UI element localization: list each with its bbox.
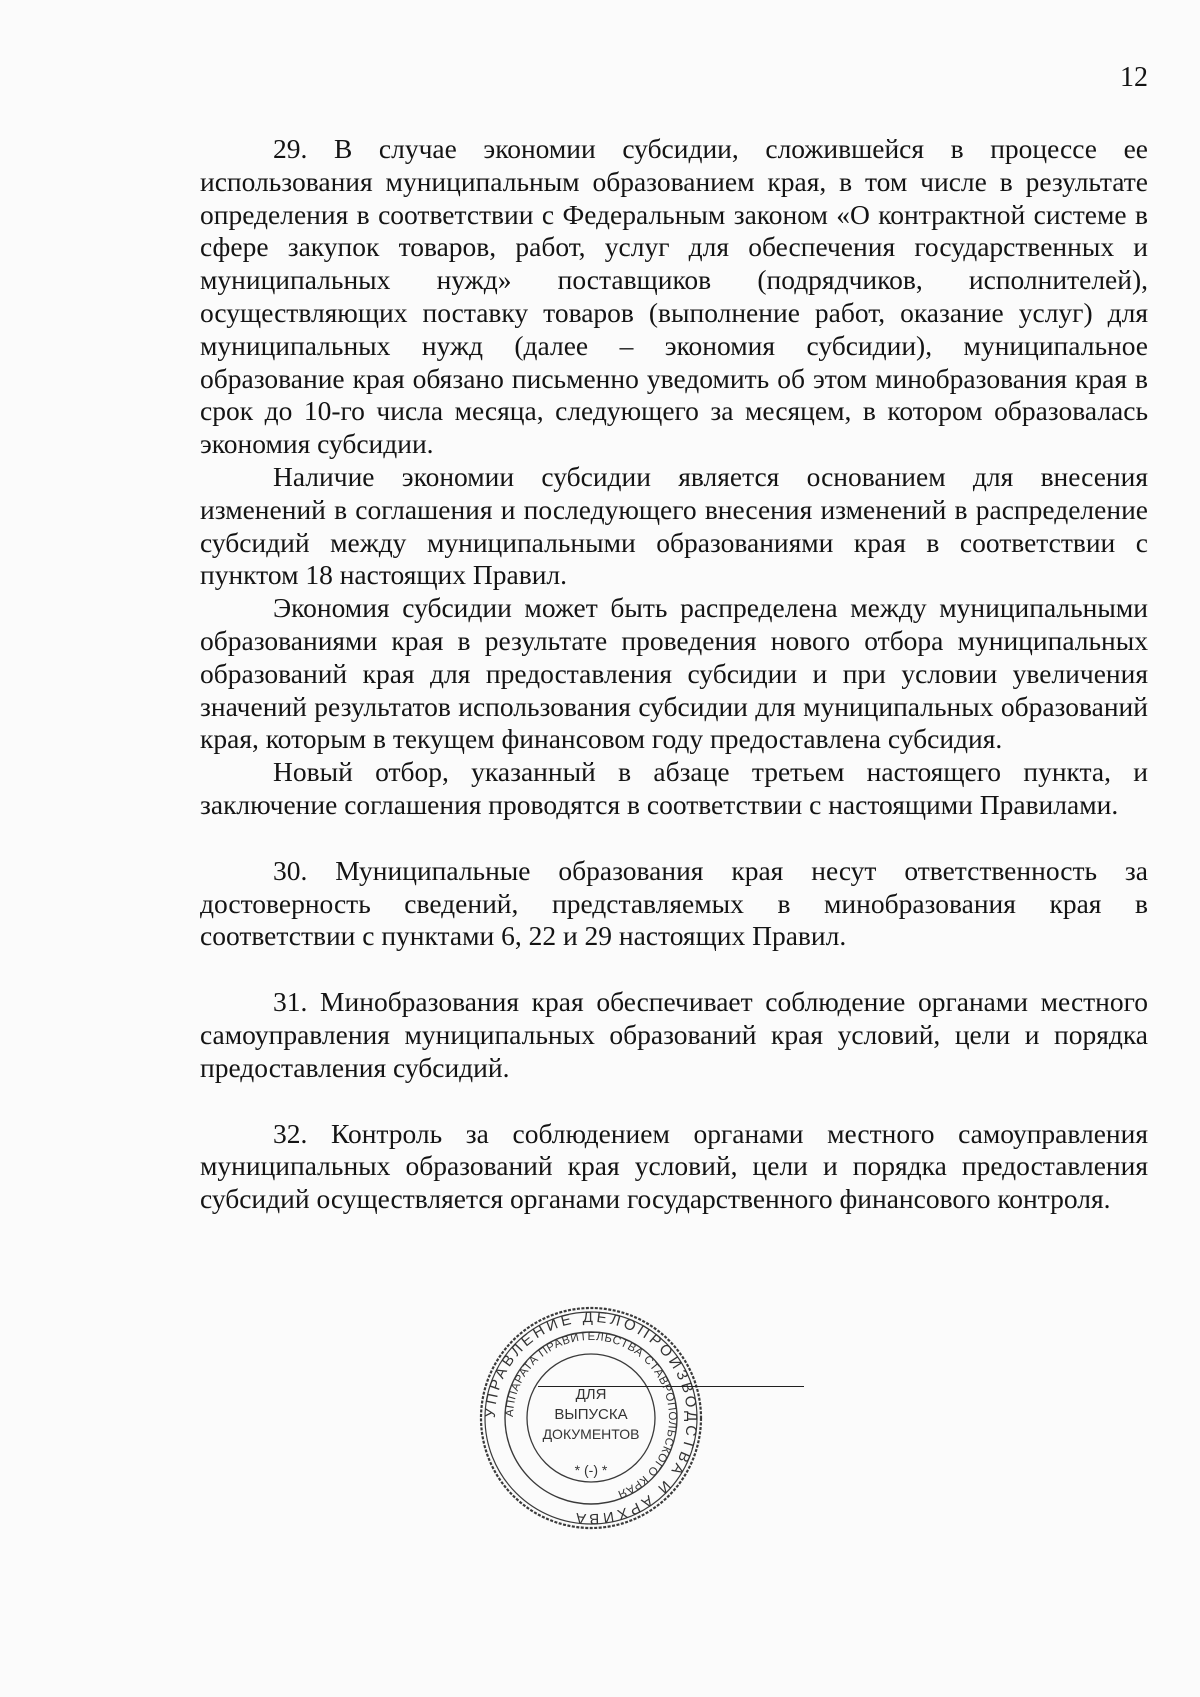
paragraph-29: 29. В случае экономии субсидии, сложившейся в процессе ее использования муниципальным образованием края, в том числе в результате определения в соответствии с Федеральным законом «О контрактной системе в сфере закупок товаров, работ, услуг для обеспечения государственных и муниципальных нужд» поставщиков (подрядчиков, исполнителей), осуществляющих поставку товаров (выполнение работ, оказание услуг) для муниципальных нужд (далее – экономия субсидии), муниципальное образование края обязано письменно уведомить об этом минобразования края в срок до 10-го числа месяца, следующего за месяцем, в котором образовалась экономия субсидии. — [200, 133, 1148, 460]
paragraph-30: 30. Муниципальные образования края несут ответственность за достоверность сведений, представляемых в минобразования края в соответствии с пунктами 6, 22 и 29 настоящих Правил. — [200, 854, 1148, 952]
official-stamp — [476, 1303, 706, 1533]
page-number: 12 — [1120, 62, 1148, 93]
stamp-center-line-2: ВЫПУСКА — [554, 1406, 628, 1423]
stamp-center-line-1: ДЛЯ — [575, 1386, 607, 1403]
stamp-outer-ring-text: УПРАВЛЕНИЕ ДЕЛОПРОИЗВОДСТВА И АРХИВА — [481, 1308, 701, 1528]
document-body — [200, 133, 1148, 1216]
stamp-bottom-mark: * (-) * — [574, 1462, 608, 1478]
stamp-inner-ring-text: АППАРАТА ПРАВИТЕЛЬСТВА СТАВРОПОЛЬСКОГО КРАЯ — [503, 1330, 679, 1501]
signature-line — [538, 1386, 804, 1387]
paragraph-29-abzac-2: Наличие экономии субсидии является основанием для внесения изменений в соглашения и последующего внесения изменений в распределение субсидий между муниципальными образованиями края в соответствии с пунктом 18 настоящих Правил. — [200, 460, 1148, 591]
paragraph-29-abzac-3: Экономия субсидии может быть распределена между муниципальными образованиями края в результате проведения нового отбора муниципальных образований края для предоставления субсидии и при условии увеличения значений результатов использования субсидии для муниципальных образований края, которым в текущем финансовом году предоставлена субсидия. — [200, 592, 1148, 755]
stamp-seal-graphic — [476, 1303, 706, 1533]
paragraph-32: 32. Контроль за соблюдением органами местного самоуправления муниципальных образований края условий, цели и порядка предоставления субсидий осуществляется органами государственного финансового контроля. — [200, 1117, 1148, 1215]
paragraph-31: 31. Минобразования края обеспечивает соблюдение органами местного самоуправления муниципальных образований края условий, цели и порядка предоставления субсидий. — [200, 986, 1148, 1083]
paragraph-29-abzac-4: Новый отбор, указанный в абзаце третьем настоящего пункта, и заключение соглашения проводятся в соответствии с настоящими Правилами. — [200, 756, 1148, 820]
stamp-center-line-3: ДОКУМЕНТОВ — [542, 1426, 640, 1442]
